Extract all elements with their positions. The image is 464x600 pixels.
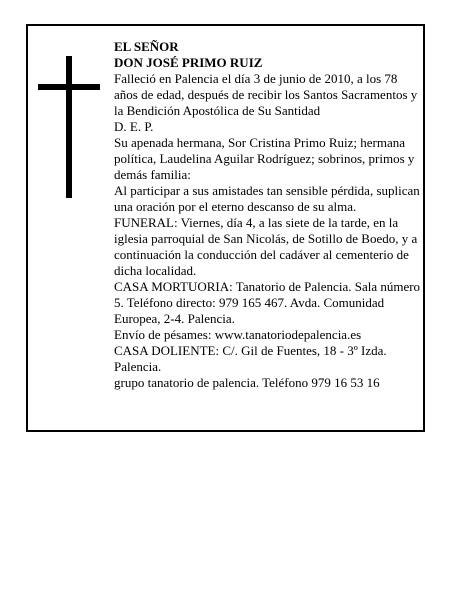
notice-text [114, 39, 422, 391]
rip-line: D. E. P. [114, 119, 154, 134]
family-home-info: CASA DOLIENTE: C/. Gil de Fuentes, 18 - 3º Izda. Palencia. [114, 343, 387, 374]
notice-title-line1: EL SEÑOR [114, 39, 179, 54]
death-announcement: Falleció en Palencia el día 3 de junio de 2010, a los 78 años de edad, después de recibir los Santos Sacramentos y la Bendición Apostólica de Su Santidad [114, 71, 418, 118]
cross-icon [38, 56, 100, 198]
cross-horizontal-bar [38, 84, 100, 90]
funeral-home-info: CASA MORTUORIA: Tanatorio de Palencia. Sala número 5. Teléfono directo: 979 165 467. Avda. Comunidad Europea, 2-4. Palencia. [114, 279, 421, 326]
obituary-notice [26, 24, 425, 432]
funeral-info: FUNERAL: Viernes, día 4, a las siete de la tarde, en la iglesia parroquial de San Nicolás, de Sotillo de Boedo, y a continuación la conducción del cadáver al cementerio de dicha localidad. [114, 215, 418, 278]
notice-title-line2: DON JOSÉ PRIMO RUIZ [114, 55, 263, 70]
funeral-group-phone: grupo tanatorio de palencia. Teléfono 979 16 53 16 [114, 375, 380, 390]
cross-vertical-bar [66, 56, 72, 198]
condolences-website: Envío de pésames: www.tanatoriodepalencia.es [114, 327, 362, 342]
prayer-request: Al participar a sus amistades tan sensible pérdida, suplican una oración por el eterno descanso de su alma. [114, 183, 420, 214]
family-paragraph: Su apenada hermana, Sor Cristina Primo Ruiz; hermana política, Laudelina Aguilar Rodríguez; sobrinos, primos y demás familia: [114, 135, 415, 182]
